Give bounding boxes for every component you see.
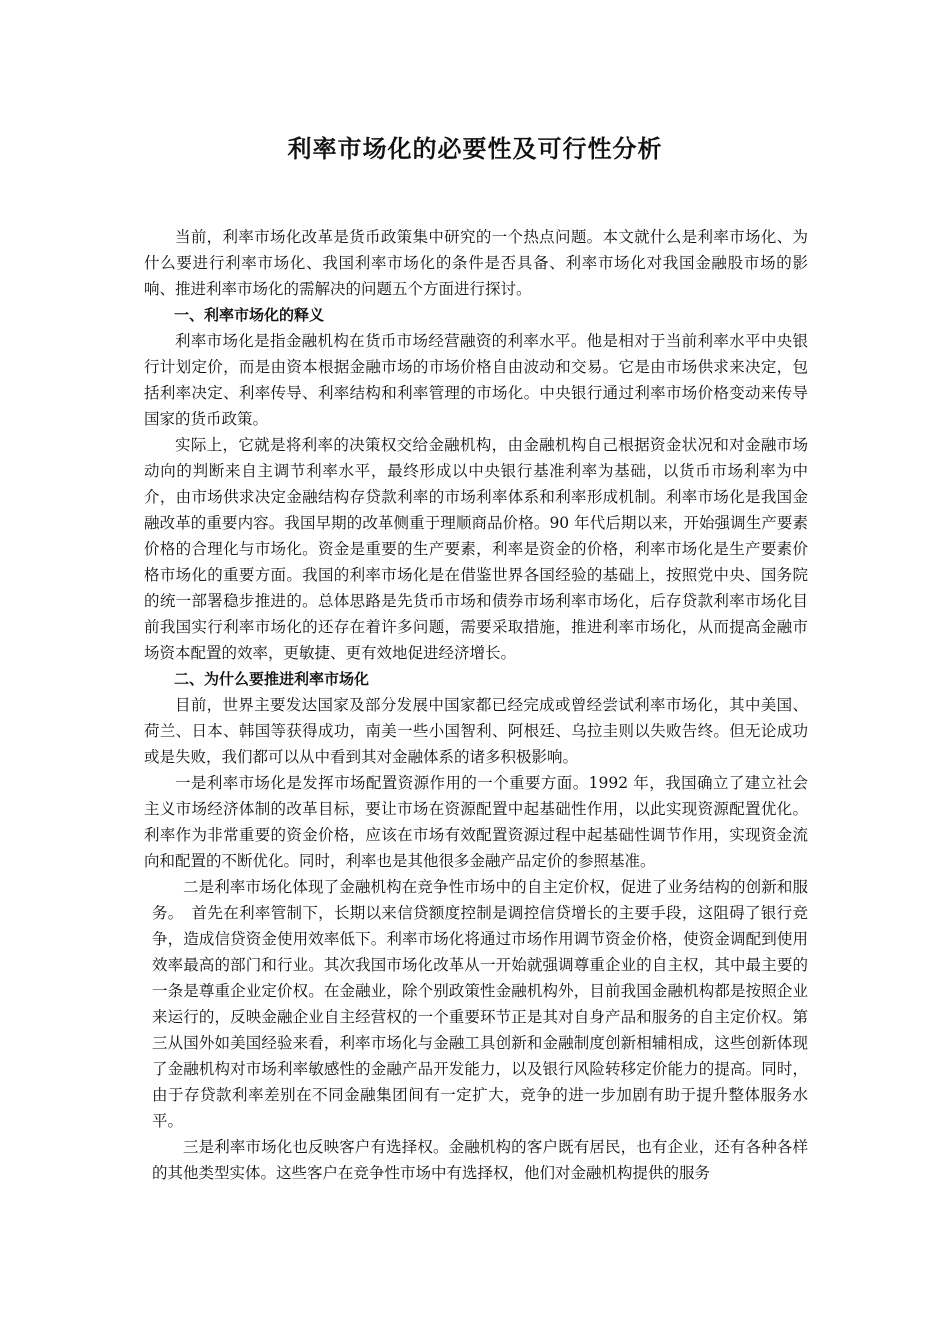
page-title: 利率市场化的必要性及可行性分析	[287, 135, 663, 163]
section2-paragraph-4: 三是利率市场化也反映客户有选择权。金融机构的客户既有居民，也有企业，还有各种各样的其他类型实体。这些客户在竞争性市场中有选择权，他们对金融机构提供的服务	[152, 1138, 808, 1182]
section-heading-1: 一、利率市场化的释义	[174, 306, 325, 324]
section2-paragraph-1: 目前，世界主要发达国家及部分发展中国家都已经完成或曾经尝试利率市场化，其中美国、荷兰、日本、韩国等获得成功，南美一些小国智利、阿根廷、乌拉圭则以失败告终。但无论成功或是失败，我们都可以从中看到其对金融体系的诸多积极影响。	[144, 696, 808, 766]
intro-paragraph: 当前，利率市场化改革是货币政策集中研究的一个热点问题。本文就什么是利率市场化、为什么要进行利率市场化、我国利率市场化的条件是否具备、利率市场化对我国金融股市场的影响、推进利率市场化的需解决的问题五个方面进行探讨。	[144, 228, 808, 298]
section1-paragraph-1: 利率市场化是指金融机构在货币市场经营融资的利率水平。他是相对于当前利率水平中央银行计划定价，而是由资本根据金融市场的市场价格自由波动和交易。它是由市场供求来决定，包括利率决定、利率传导、利率结构和利率管理的市场化。中央银行通过利率市场价格变动来传导国家的货币政策。	[144, 332, 808, 428]
section-heading-2: 二、为什么要推进利率市场化	[174, 670, 370, 688]
section2-paragraph-3: 二是利率市场化体现了金融机构在竞争性市场中的自主定价权，促进了业务结构的创新和服务。 首先在利率管制下，长期以来信贷额度控制是调控信贷增长的主要手段，这阻碍了银行竞争，造成信贷资金使用效率低下。利率市场化将通过市场作用调节资金价格，使资金调配到使用效率最高的部门和行业。其次我国市场化改革从一开始就强调尊重企业的自主权，其中最主要的一条是尊重企业定价权。在金融业，除个别政策性金融机构外，目前我国金融机构都是按照企业来运行的，反映金融企业自主经营权的一个重要环节正是其对自身产品和服务的自主定价权。第三从国外如美国经验来看，利率市场化与金融工具创新和金融制度创新相辅相成，这些创新体现了金融机构对市场利率敏感性的金融产品开发能力，以及银行风险转移定价能力的提高。同时，由于存贷款利率差别在不同金融集团间有一定扩大，竞争的进一步加剧有助于提升整体服务水平。	[152, 878, 808, 1130]
section1-paragraph-2: 实际上，它就是将利率的决策权交给金融机构，由金融机构自己根据资金状况和对金融市场动向的判断来自主调节利率水平，最终形成以中央银行基准利率为基础，以货币市场利率为中介，由市场供求决定金融结构存贷款利率的市场利率体系和利率形成机制。利率市场化是我国金融改革的重要内容。我国早期的改革侧重于理顺商品价格。90 年代后期以来，开始强调生产要素价格的合理化与市场化。资金是重要的生产要素，利率是资金的价格，利率市场化是生产要素价格市场化的重要方面。我国的利率市场化是在借鉴世界各国经验的基础上，按照党中央、国务院的统一部署稳步推进的。总体思路是先货币市场和债券市场利率市场化，后存贷款利率市场化目前我国实行利率市场化的还存在着许多问题，需要采取措施，推进利率市场化，从而提高金融市场资本配置的效率，更敏捷、更有效地促进经济增长。	[144, 436, 808, 662]
section2-paragraph-2: 一是利率市场化是发挥市场配置资源作用的一个重要方面。1992 年，我国确立了建立社会主义市场经济体制的改革目标，要让市场在资源配置中起基础性作用，以此实现资源配置优化。利率作为非常重要的资金价格，应该在市场有效配置资源过程中起基础性调节作用，实现资金流向和配置的不断优化。同时，利率也是其他很多金融产品定价的参照基准。	[144, 774, 808, 870]
document-body	[144, 224, 808, 1186]
